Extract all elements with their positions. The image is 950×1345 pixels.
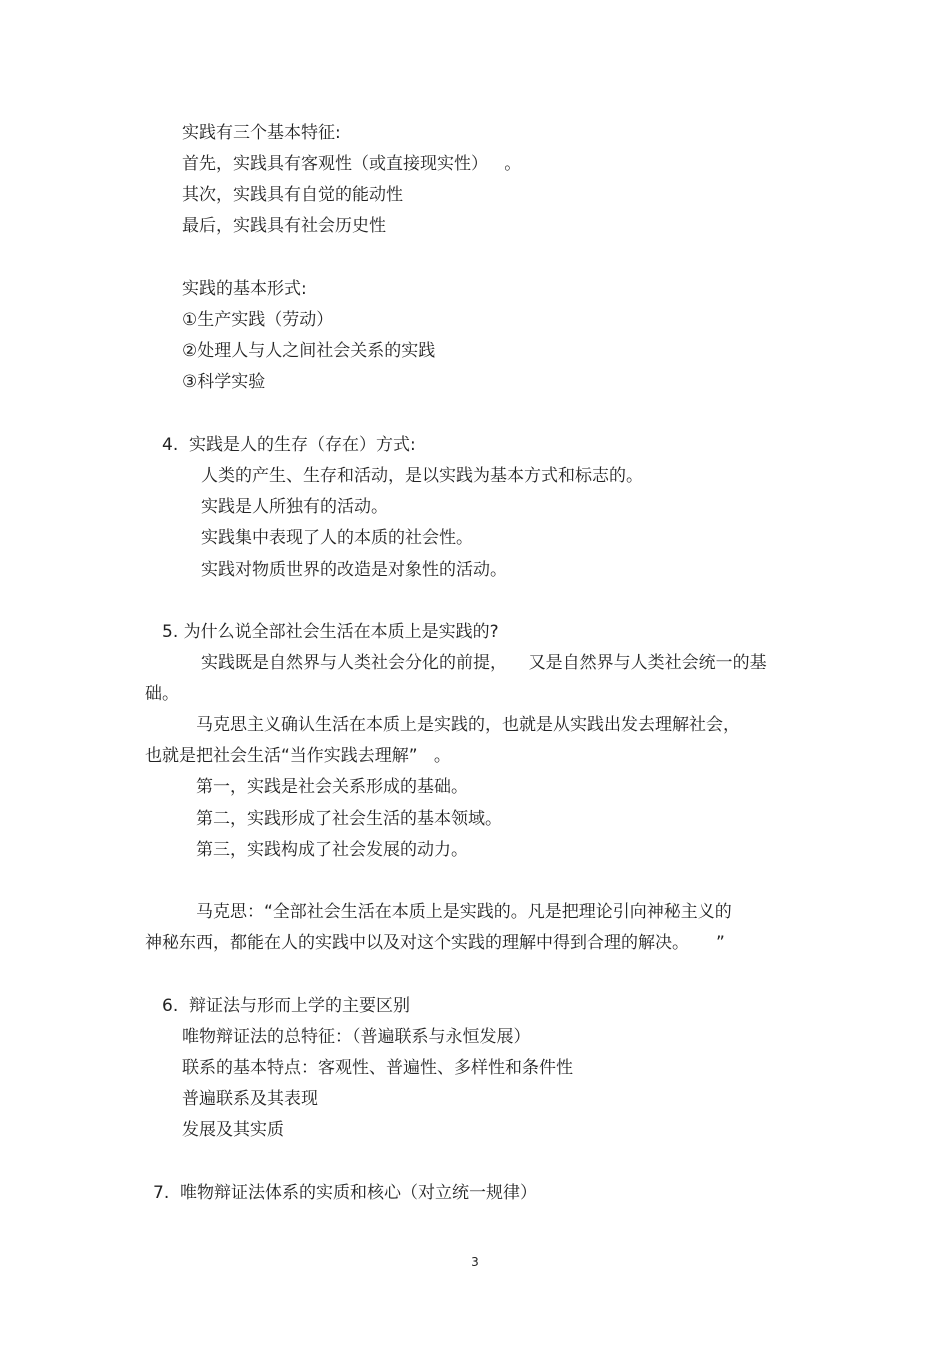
text-line: 实践集中表现了人的本质的社会性。	[201, 528, 473, 548]
text-line: 础。	[145, 684, 179, 704]
text-line: 第二，实践形成了社会生活的基本领域。	[196, 809, 502, 829]
text-line: 也就是把社会生活“当作实践去理解” 。	[145, 746, 451, 766]
text-line: 发展及其实质	[182, 1120, 284, 1140]
text-line: 马克思主义确认生活在本质上是实践的，也就是从实践出发去理解社会，	[196, 715, 740, 735]
section-heading: 6. 辩证法与形而上学的主要区别	[162, 996, 411, 1016]
text-line: 第三，实践构成了社会发展的动力。	[196, 840, 468, 860]
text-line: 第一，实践是社会关系形成的基础。	[196, 777, 468, 797]
text-line: 联系的基本特点：客观性、普遍性、多样性和条件性	[182, 1058, 573, 1078]
section-heading: 4. 实践是人的生存（存在）方式:	[162, 435, 416, 455]
text-line: 普遍联系及其表现	[182, 1089, 318, 1109]
text-line: 神秘东西，都能在人的实践中以及对这个实践的理解中得到合理的解决。 ”	[145, 933, 725, 953]
text-line: 实践既是自然界与人类社会分化的前提， 又是自然界与人类社会统一的基	[201, 653, 767, 673]
text-line: 人类的产生、生存和活动，是以实践为基本方式和标志的。	[201, 466, 643, 486]
text-line: 最后，实践具有社会历史性	[182, 216, 386, 236]
text-line: 首先，实践具有客观性（或直接现实性） 。	[182, 154, 522, 174]
text-line: 实践对物质世界的改造是对象性的活动。	[201, 560, 507, 580]
text-line: 实践的基本形式:	[182, 279, 307, 299]
text-line: ②处理人与人之间社会关系的实践	[182, 341, 436, 361]
text-line: 唯物辩证法的总特征：（普遍联系与永恒发展）	[182, 1027, 531, 1047]
section-heading: 7. 唯物辩证法体系的实质和核心（对立统一规律）	[153, 1183, 538, 1203]
page-number: 3	[471, 1255, 479, 1269]
text-line: ③科学实验	[182, 372, 266, 392]
text-line: 实践是人所独有的活动。	[201, 497, 388, 517]
text-line: 马克思：“全部社会生活在本质上是实践的。凡是把理论引向神秘主义的	[196, 902, 732, 922]
text-line: 其次，实践具有自觉的能动性	[182, 185, 403, 205]
text-line: 实践有三个基本特征:	[182, 123, 341, 143]
section-heading: 5. 为什么说全部社会生活在本质上是实践的?	[162, 622, 499, 642]
text-line: ①生产实践（劳动）	[182, 310, 334, 330]
